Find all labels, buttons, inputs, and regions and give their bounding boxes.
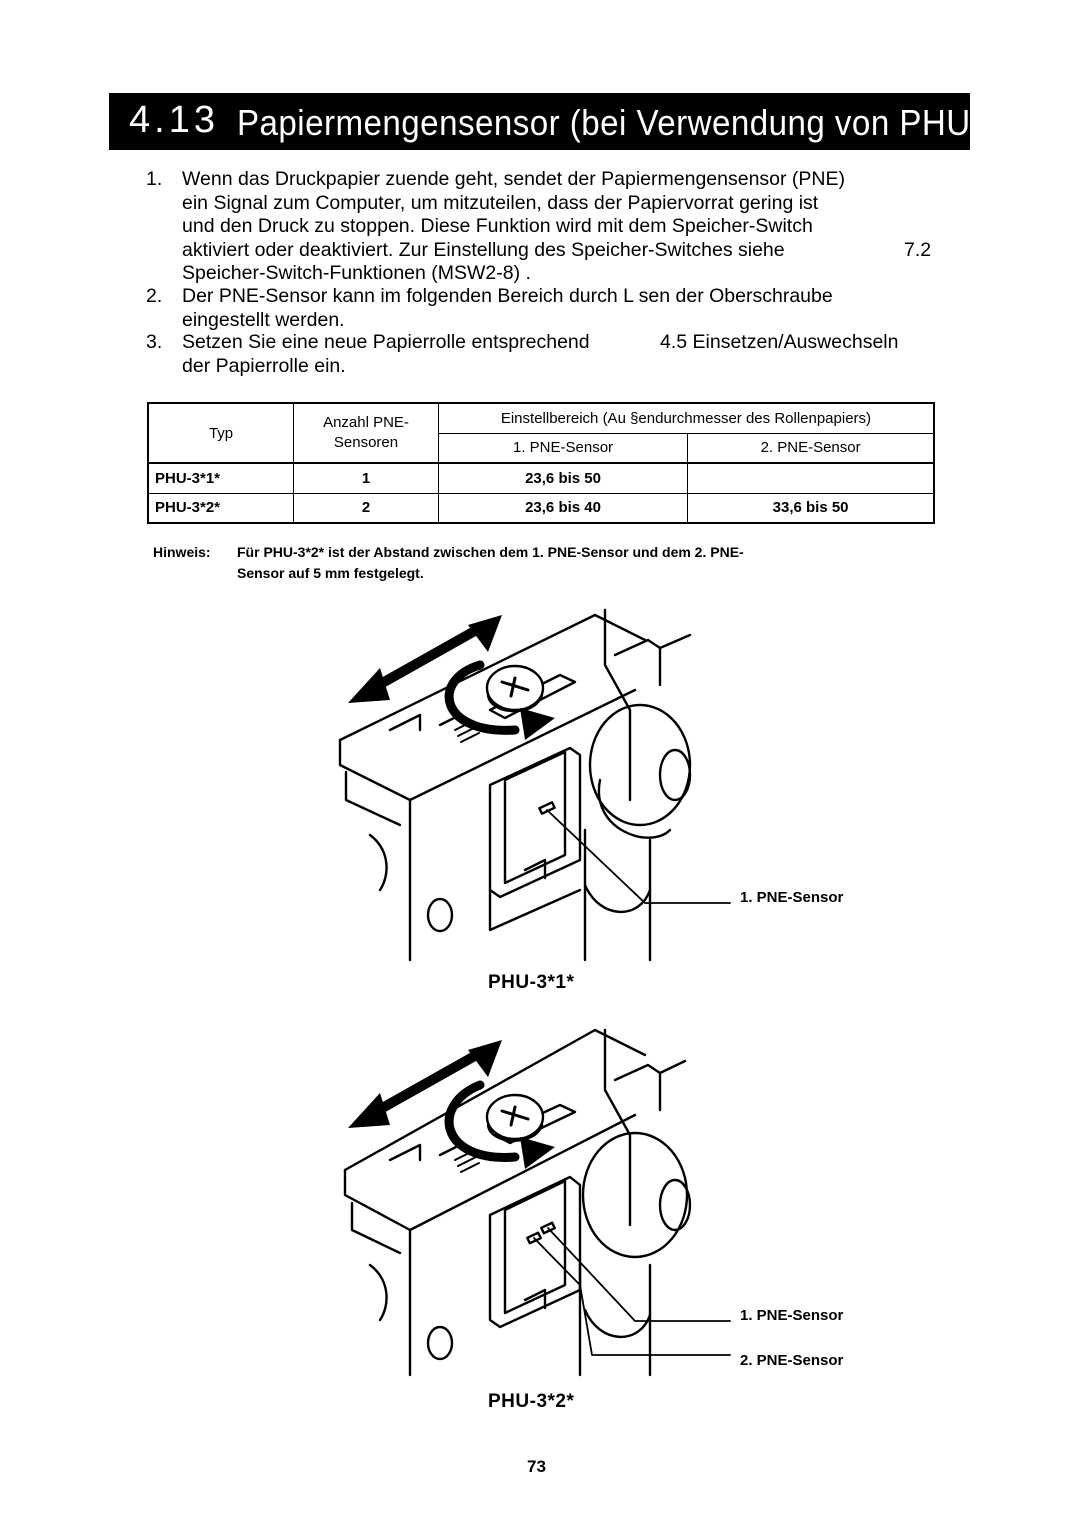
paragraph-line: ein Signal zum Computer, um mitzuteilen, dass der Papiervorrat gering ist [182,191,819,214]
page-number: 73 [527,1457,546,1476]
paragraph-line: der Papierrolle ein. [182,354,346,377]
cell-count: 1 [294,463,439,493]
paragraph-line: Wenn das Druckpapier zuende geht, sendet der Papiermengensensor (PNE) [182,168,846,190]
paragraph-line: Der PNE-Sensor kann im folgenden Bereich durch L sen der Oberschraube [182,285,833,307]
figure-phu-3-1-illustration [330,600,740,965]
section-reference: 7.2 [904,238,932,261]
paragraph-line: eingestellt werden. [182,308,345,331]
note-line-1: Für PHU-3*2* ist der Abstand zwischen dem 1. PNE-Sensor und dem 2. PNE- [237,544,744,560]
section-header [109,93,1053,150]
cell-typ: PHU-3*2* [148,493,294,523]
cell-sensor-2-range: 33,6 bis 50 [688,493,934,523]
note-line-2: Sensor auf 5 mm festgelegt. [237,565,424,581]
callout-pne-sensor-1: 1. PNE-Sensor [740,1307,844,1324]
paragraph-2 [146,285,946,333]
cell-sensor-2-range [688,463,934,493]
header-typ: Typ [148,403,294,463]
cell-count: 2 [294,493,439,523]
paragraph-line: Setzen Sie eine neue Papierrolle entsprechend [182,331,590,353]
cell-sensor-1-range: 23,6 bis 50 [438,463,687,493]
header-sensor-2: 2. PNE-Sensor [688,433,934,463]
header-sensor-count: Anzahl PNE- Sensoren [294,403,439,463]
paragraph-1 [146,168,946,288]
header-range: Einstellbereich (Au §endurchmesser des Rollenpapiers) [438,403,934,433]
section-title: Papiermengensensor (bei Verwendung von PHU-3***) [237,102,1053,143]
cell-typ: PHU-3*1* [148,463,294,493]
paragraph-number: 2. [146,285,163,307]
paragraph-3 [146,331,946,379]
section-number: 4.13 [129,99,219,141]
section-reference: 4.5 Einsetzen/Auswechseln [660,331,899,353]
figure-label: PHU-3*1* [488,972,575,993]
note [153,542,744,581]
figure-phu-3-2-illustration [330,1025,740,1380]
header-sensor-1: 1. PNE-Sensor [438,433,687,463]
paragraph-number: 1. [146,168,163,190]
table-row [148,493,934,523]
paragraph-line: aktiviert oder deaktiviert. Zur Einstellung des Speicher-Switches siehe [182,238,785,261]
figure-label: PHU-3*2* [488,1391,575,1412]
paragraph-number: 3. [146,331,163,353]
paragraph-line: Speicher-Switch-Funktionen (MSW2-8) . [182,262,531,284]
table-row [148,463,934,493]
note-label: Hinweis: [153,544,211,560]
callout-pne-sensor-2: 2. PNE-Sensor [740,1352,844,1369]
paragraph-line: und den Druck zu stoppen. Diese Funktion wird mit dem Speicher-Switch [182,215,813,237]
cell-sensor-1-range: 23,6 bis 40 [438,493,687,523]
sensor-range-table [147,402,935,524]
callout-pne-sensor-1: 1. PNE-Sensor [740,889,844,906]
